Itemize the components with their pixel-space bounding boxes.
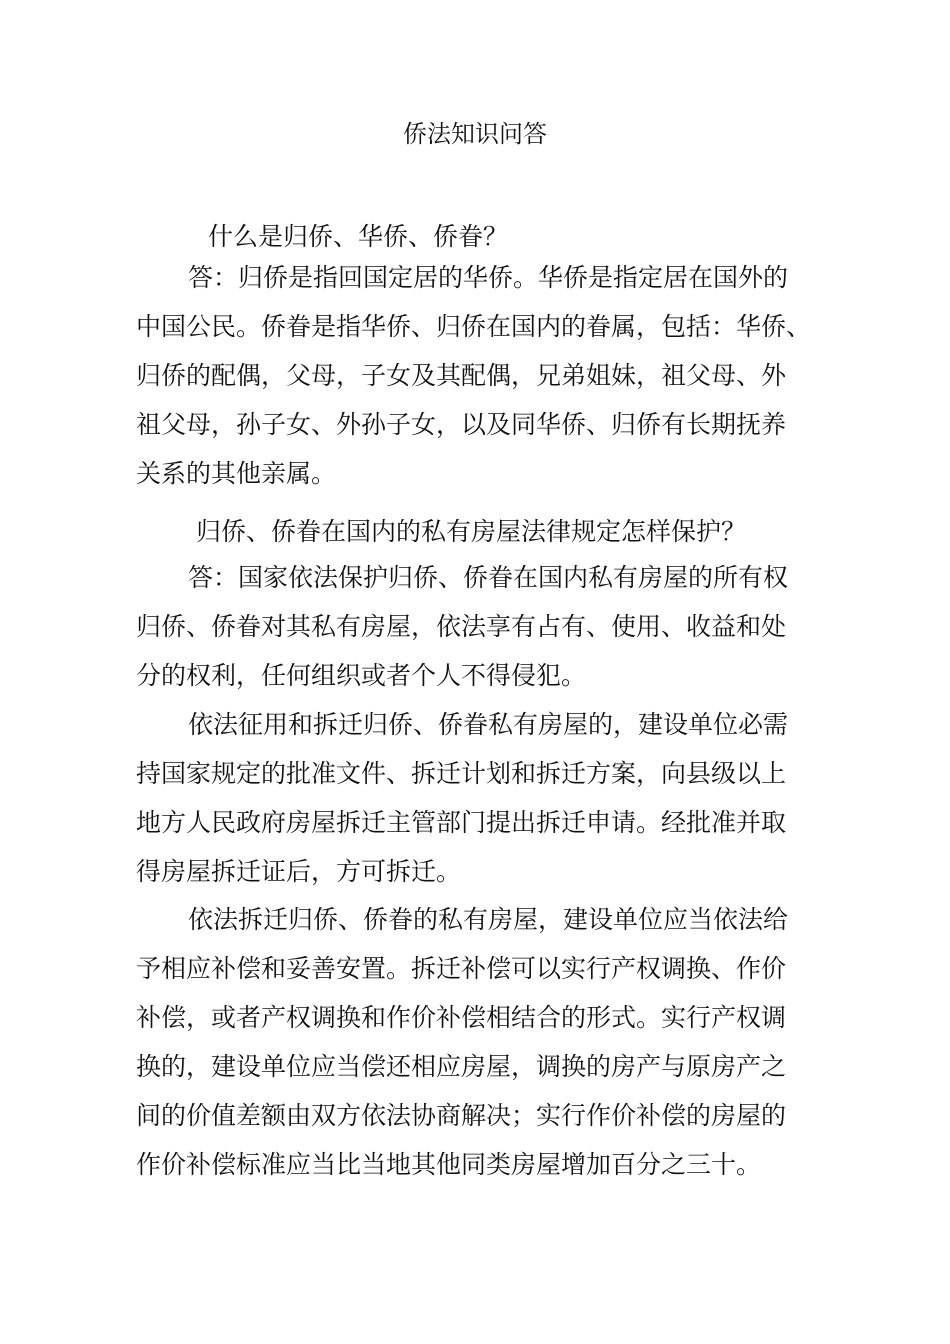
answer-1-line: 答：归侨是指回国定居的华侨。华侨是指定居在国外的 [188, 263, 789, 292]
answer-1-paragraph [136, 253, 826, 498]
answer-1-line: 归侨的配偶，父母，子女及其配偶，兄弟姐妹，祖父母、外 [136, 361, 787, 390]
answer-2-p2-line: 地方人民政府房屋拆迁主管部门提出拆迁申请。经批准并取 [136, 808, 787, 837]
answer-2-p3-line: 换的，建设单位应当偿还相应房屋，调换的房产与原房产之 [136, 1052, 787, 1081]
answer-1-line: 祖父母，孙子女、外孙子女，以及同华侨、归侨有长期抚养 [136, 410, 787, 439]
answer-2-paragraph-3 [136, 895, 826, 1189]
document-title: 侨法知识问答 [403, 120, 547, 148]
answer-2-p2-line: 持国家规定的批准文件、拆迁计划和拆迁方案，向县级以上 [136, 759, 787, 788]
answer-2-p3-line: 间的价值差额由双方依法协商解决；实行作价补偿的房屋的 [136, 1101, 787, 1130]
question-2: 归侨、侨眷在国内的私有房屋法律规定怎样保护？ [196, 517, 747, 546]
answer-2-p3-line: 作价补偿标准应当比当地其他同类房屋增加百分之三十。 [136, 1150, 762, 1179]
answer-2-paragraph-2 [136, 700, 826, 896]
answer-2-line: 答：国家依法保护归侨、侨眷在国内私有房屋的所有权 [188, 563, 789, 592]
answer-1-line: 关系的其他亲属。 [136, 459, 337, 488]
answer-2-p3-line: 予相应补偿和妥善安置。拆迁补偿可以实行产权调换、作价 [136, 954, 787, 983]
answer-2-line: 归侨、侨眷对其私有房屋，依法享有占有、使用、收益和处 [136, 612, 787, 641]
answer-2-p2-line: 得房屋拆迁证后，方可拆迁。 [136, 857, 462, 886]
answer-2-line: 分的权利，任何组织或者个人不得侵犯。 [136, 661, 587, 690]
answer-2-p2-line: 依法征用和拆迁归侨、侨眷私有房屋的，建设单位必需 [188, 710, 789, 739]
answer-2-p3-line: 依法拆迁归侨、侨眷的私有房屋，建设单位应当依法给 [188, 905, 789, 934]
answer-2-p3-line: 补偿，或者产权调换和作价补偿相结合的形式。实行产权调 [136, 1003, 787, 1032]
answer-2-paragraph [136, 553, 826, 700]
answer-1-line: 中国公民。侨眷是指华侨、归侨在国内的眷属，包括：华侨、 [136, 312, 812, 341]
question-1: 什么是归侨、华侨、侨眷？ [208, 222, 509, 251]
